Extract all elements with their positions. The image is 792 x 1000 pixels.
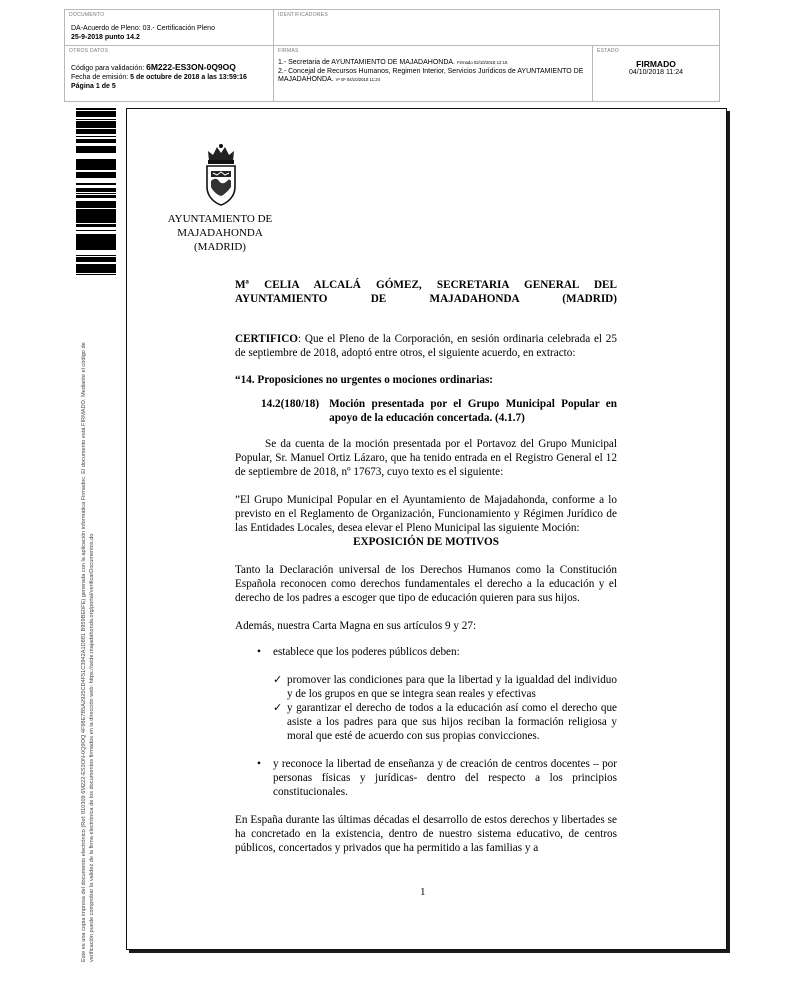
barcode-bar [76, 174, 116, 177]
letterhead-line1: AYUNTAMIENTO DE [167, 213, 273, 225]
letterhead [150, 212, 290, 254]
bullet-item-1 [257, 645, 617, 659]
fecha-emision [71, 73, 247, 82]
barcode-bar [76, 141, 116, 142]
barcode-bar [76, 260, 116, 261]
firma-1 [278, 58, 507, 67]
barcode-bar [76, 266, 116, 267]
firma-1-timestamp: Firmado 02/10/2018 12:15 [456, 60, 508, 65]
barcode-bar [76, 271, 116, 273]
firmas-caption: FIRMAS [278, 48, 299, 54]
codigo-validacion [71, 63, 236, 73]
barcode-bar [76, 190, 116, 191]
barcode-bar [76, 130, 116, 132]
certificate-heading: Mª CELIA ALCALÁ GÓMEZ, SECRETARIA GENERAL DEL AYUNTAMIENTO DE MAJADAHONDA (MADRID) [235, 279, 617, 305]
barcode-bar [76, 147, 116, 148]
barcode-bar [76, 166, 116, 168]
barcode-bar [76, 113, 116, 116]
checkmark-icon: ✓ [273, 702, 283, 714]
document-body [235, 278, 617, 855]
firma-2-timestamp: Vº Bº 04/10/2018 11:24 [335, 77, 380, 82]
fecha-label: Fecha de emisión: [71, 74, 129, 81]
barcode [76, 107, 116, 277]
certifico-label: CERTIFICO [235, 333, 299, 345]
letterhead-line3: (MADRID) [194, 241, 246, 253]
certifico-paragraph [235, 332, 617, 360]
barcode-bar [76, 139, 116, 141]
paragraph-cuenta: Se da cuenta de la moción presentada por el Portavoz del Grupo Municipal Popular, Sr. Manuel Ortiz Lázaro, que ha tenido entrada en el Registro General el 12 de septiembre de 2018, nº 17673, cuyo texto es el siguiente: [235, 438, 617, 478]
barcode-bar [76, 224, 116, 227]
firma-1-text: 1.- Secretaria de AYUNTAMIENTO DE MAJADAHONDA. [278, 59, 455, 66]
certifico-text: : Que el Pleno de la Corporación, en sesión ordinaria celebrada el 25 de septiembre de 2018, adoptó entre otros, el siguiente acuerdo, en extracto: [235, 333, 617, 359]
barcode-bar [76, 249, 116, 250]
pagina-indicator: Página 1 de 5 [71, 83, 116, 90]
barcode-bar [76, 204, 116, 205]
barcode-bar [76, 121, 116, 123]
documento-line2: 25-9-2018 punto 14.2 [71, 34, 140, 41]
section-14-title: “14. Proposiciones no urgentes o mociones ordinarias: [235, 374, 494, 386]
document-metadata-header [64, 9, 720, 102]
firma-2-cont [278, 75, 380, 84]
item-number: 14.2(180/18) [261, 398, 320, 410]
barcode-bar [76, 236, 116, 239]
bullet-2-text: y reconoce la libertad de enseñanza y de creación de centros docentes – por personas físicas y jurídicas- dentro del respecto a los principios constitucionales. [273, 758, 617, 798]
barcode-bar [76, 261, 116, 262]
documento-cell [64, 9, 274, 46]
barcode-bar [76, 268, 116, 271]
barcode-bar [76, 220, 116, 223]
barcode-bar [76, 196, 116, 197]
estado-cell [592, 45, 720, 102]
barcode-bar [76, 108, 116, 109]
barcode-bar [76, 189, 116, 190]
estado-caption: ESTADO [597, 48, 619, 54]
codigo-label: Código para validación: [71, 65, 145, 72]
barcode-bar [76, 132, 116, 134]
barcode-bar [76, 234, 116, 236]
barcode-bar [76, 255, 116, 256]
barcode-bar [76, 201, 116, 204]
barcode-bar [76, 193, 116, 194]
estado-date: 04/10/2018 11:24 [629, 69, 683, 76]
barcode-bar [76, 259, 116, 260]
barcode-bar [76, 109, 116, 110]
barcode-bar [76, 146, 116, 147]
barcode-bar [76, 213, 116, 214]
barcode-bar [76, 274, 116, 275]
barcode-bar [76, 163, 116, 166]
check-1-text: promover las condiciones para que la libertad y la igualdad del individuo y de los grupos en que se integra sean reales y efectivas [287, 674, 617, 700]
barcode-bar [76, 168, 116, 170]
barcode-bar [76, 214, 116, 217]
item-title: Moción presentada por el Grupo Municipal Popular en apoyo de la educación concertada. (4.1.7) [329, 398, 617, 424]
paragraph-grupo: ”El Grupo Municipal Popular en el Ayuntamiento de Majadahonda, conforme a lo previsto en el Reglamento de Organización, Funcionamiento y Régimen Jurídico de las Entidades Locales, desea elevar el Pleno Municipal las siguiente Moción: [235, 494, 617, 534]
barcode-bar [76, 197, 116, 198]
barcode-bar [76, 162, 116, 163]
barcode-bar [76, 172, 116, 174]
check-2-text: y garantizar el derecho de todos a la educación así como el derecho que asiste a los padres para que sus hijos reciban la formación religiosa y moral que esté de acuerdo con sus propias convicciones. [287, 702, 617, 742]
barcode-bar [76, 123, 116, 125]
barcode-bar [76, 257, 116, 259]
firmas-cell [273, 45, 593, 102]
barcode-bar [76, 111, 116, 113]
verification-side-text [81, 292, 96, 962]
exposicion-title: EXPOSICIÓN DE MOTIVOS [353, 536, 499, 548]
documento-line1: DA-Acuerdo de Pleno: 03.- Certificación Pleno [71, 25, 215, 32]
identificadores-cell [273, 9, 720, 46]
barcode-bar [76, 183, 116, 184]
checkmark-icon: ✓ [273, 674, 283, 686]
coat-of-arms-icon [199, 143, 243, 207]
barcode-bar [76, 217, 116, 220]
barcode-bar [76, 243, 116, 245]
barcode-bar [76, 177, 116, 178]
barcode-bar [76, 125, 116, 128]
paragraph-declaracion: Tanto la Declaración universal de los Derechos Humanos como la Constitución Española reconocen como derechos fundamentales el derecho a la educación y el derecho de los padres a escoger que tipo de educación quieren para sus hijos. [235, 564, 617, 604]
barcode-bar [76, 119, 116, 120]
barcode-bar [76, 148, 116, 150]
barcode-bar [76, 230, 116, 231]
barcode-bar [76, 188, 116, 189]
bullet-1-text: establece que los poderes públicos deben: [273, 646, 460, 658]
documento-caption: DOCUMENTO [69, 12, 105, 18]
barcode-bar [76, 161, 116, 162]
check-item-2 [273, 701, 617, 743]
side-text-line1: Este es una copia impresa del documento electrónico (Ref: 810309 6M222-ES3ON-0Q9OQ 4F98E7B5A2925CD4F51C3942A1D881 B959BE0FE) generada con la aplicación informática Firmadoc. El documento está FIRMADO. Mediante el código de [81, 342, 87, 962]
side-text-line2: verificación puede comprobar la validez de la firma electrónica de los documentos firmados en la dirección web: https://sede.majadahonda.org/portal/verificarDocumentos.do [88, 533, 95, 962]
barcode-bar [76, 245, 116, 247]
barcode-bar [76, 129, 116, 130]
barcode-bar [76, 209, 116, 210]
estado-status: FIRMADO [636, 59, 676, 69]
fecha-value: 5 de octubre de 2018 a las 13:59:16 [130, 74, 247, 81]
letterhead-line2: MAJADAHONDA [177, 227, 263, 239]
barcode-bar [76, 116, 116, 117]
item-14-2 [261, 397, 617, 425]
barcode-bar [76, 207, 116, 208]
barcode-bar [76, 184, 116, 185]
otros-datos-cell [64, 45, 274, 102]
paragraph-ademas: Además, nuestra Carta Magna en sus artículos 9 y 27: [235, 620, 477, 632]
barcode-bar [76, 151, 116, 153]
bullet-mark: • [257, 758, 261, 770]
bullet-mark: • [257, 646, 261, 658]
barcode-bar [76, 150, 116, 151]
barcode-bar [76, 159, 116, 161]
barcode-bar [76, 136, 116, 137]
barcode-bar [76, 210, 116, 213]
page-number: 1 [420, 886, 426, 898]
barcode-bar [76, 240, 116, 243]
check-item-1 [273, 673, 617, 701]
firma-2-text-cont: MAJADAHONDA. [278, 76, 334, 83]
barcode-bar [76, 195, 116, 196]
firma-2: 2.- Concejal de Recursos Humanos, Regimen Interior, Servicios Jurídicos de AYUNTAMIENTO DE [278, 68, 584, 75]
identificadores-caption: IDENTIFICADORES [278, 12, 329, 18]
barcode-bar [76, 205, 116, 207]
barcode-bar [76, 191, 116, 192]
paragraph-espana: En España durante las últimas décadas el desarrollo de estos derechos y libertades se ha concretado en la existencia, dentro de nuestro sistema educativo, de centros públicos, concertados y privados que ha permitido a las familias y a [235, 814, 617, 854]
codigo-value[interactable]: 6M222-ES3ON-0Q9OQ [146, 62, 236, 72]
barcode-bar [76, 267, 116, 268]
barcode-bar [76, 247, 116, 249]
barcode-bar [76, 239, 116, 240]
otros-datos-caption: OTROS DATOS [69, 48, 109, 54]
barcode-bar [76, 264, 116, 266]
bullet-item-2 [257, 757, 617, 799]
barcode-bar [76, 142, 116, 143]
